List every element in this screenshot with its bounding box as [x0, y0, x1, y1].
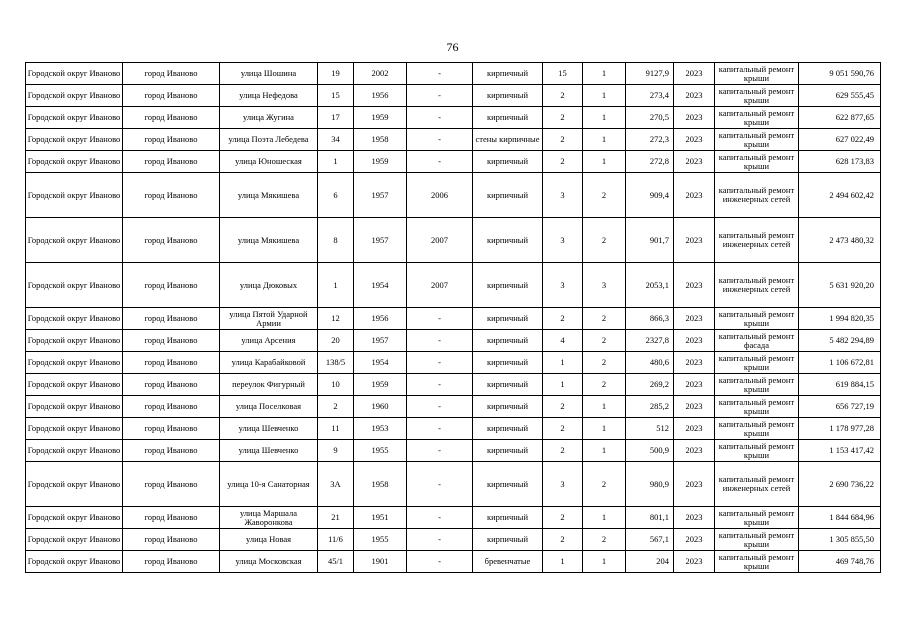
street-cell: улица Мякишева: [220, 218, 318, 263]
area-cell: 512: [626, 418, 674, 440]
street-cell: улица Поэта Лебедева: [220, 129, 318, 151]
repair-type-cell: капитальный ремонт крыши: [715, 352, 799, 374]
cost-cell: 2 473 480,32: [799, 218, 881, 263]
reconstruction-year-cell: -: [407, 151, 473, 173]
district-cell: Городской округ Иваново: [26, 352, 123, 374]
table-row: [26, 129, 881, 151]
locality-cell: город Иваново: [123, 173, 220, 218]
wall-material-cell: кирпичный: [473, 263, 543, 308]
house-number-cell: 2: [318, 396, 354, 418]
house-number-cell: 21: [318, 507, 354, 529]
house-number-cell: 12: [318, 308, 354, 330]
locality-cell: город Иваново: [123, 396, 220, 418]
entrances-cell: 2: [583, 374, 626, 396]
repair-type-cell: капитальный ремонт крыши: [715, 396, 799, 418]
table-row: [26, 151, 881, 173]
house-number-cell: 11: [318, 418, 354, 440]
year-built-cell: 1958: [354, 462, 407, 507]
entrances-cell: 2: [583, 173, 626, 218]
year-built-cell: 1960: [354, 396, 407, 418]
wall-material-cell: кирпичный: [473, 462, 543, 507]
reconstruction-year-cell: -: [407, 85, 473, 107]
area-cell: 269,2: [626, 374, 674, 396]
floors-cell: 2: [543, 507, 583, 529]
street-cell: улица Маршала Жаворонкова: [220, 507, 318, 529]
table-row: [26, 173, 881, 218]
table-row: [26, 396, 881, 418]
district-cell: Городской округ Иваново: [26, 173, 123, 218]
locality-cell: город Иваново: [123, 374, 220, 396]
street-cell: улица Жугина: [220, 107, 318, 129]
reconstruction-year-cell: -: [407, 440, 473, 462]
locality-cell: город Иваново: [123, 129, 220, 151]
floors-cell: 3: [543, 263, 583, 308]
repair-type-cell: капитальный ремонт крыши: [715, 551, 799, 573]
cost-cell: 5 482 294,89: [799, 330, 881, 352]
locality-cell: город Иваново: [123, 330, 220, 352]
locality-cell: город Иваново: [123, 440, 220, 462]
house-number-cell: 9: [318, 440, 354, 462]
repair-type-cell: капитальный ремонт крыши: [715, 440, 799, 462]
table-row: [26, 352, 881, 374]
locality-cell: город Иваново: [123, 107, 220, 129]
wall-material-cell: кирпичный: [473, 63, 543, 85]
cost-cell: 1 844 684,96: [799, 507, 881, 529]
area-cell: 901,7: [626, 218, 674, 263]
table-row: [26, 440, 881, 462]
house-number-cell: 1: [318, 151, 354, 173]
floors-cell: 2: [543, 85, 583, 107]
entrances-cell: 1: [583, 507, 626, 529]
wall-material-cell: кирпичный: [473, 107, 543, 129]
wall-material-cell: стены кирпичные: [473, 129, 543, 151]
street-cell: улица Мякишева: [220, 173, 318, 218]
floors-cell: 2: [543, 129, 583, 151]
wall-material-cell: кирпичный: [473, 396, 543, 418]
street-cell: улица Поселковая: [220, 396, 318, 418]
year-built-cell: 1957: [354, 173, 407, 218]
table-row: [26, 374, 881, 396]
repair-year-cell: 2023: [674, 308, 715, 330]
house-number-cell: 17: [318, 107, 354, 129]
entrances-cell: 2: [583, 529, 626, 551]
house-number-cell: 15: [318, 85, 354, 107]
district-cell: Городской округ Иваново: [26, 551, 123, 573]
district-cell: Городской округ Иваново: [26, 462, 123, 507]
floors-cell: 2: [543, 440, 583, 462]
wall-material-cell: кирпичный: [473, 352, 543, 374]
repair-type-cell: капитальный ремонт крыши: [715, 129, 799, 151]
repair-type-cell: капитальный ремонт крыши: [715, 507, 799, 529]
repair-type-cell: капитальный ремонт крыши: [715, 529, 799, 551]
floors-cell: 1: [543, 551, 583, 573]
area-cell: 285,2: [626, 396, 674, 418]
floors-cell: 2: [543, 308, 583, 330]
cost-cell: 1 305 855,50: [799, 529, 881, 551]
repair-year-cell: 2023: [674, 263, 715, 308]
house-number-cell: 20: [318, 330, 354, 352]
year-built-cell: 1957: [354, 330, 407, 352]
floors-cell: 1: [543, 374, 583, 396]
table-row: [26, 551, 881, 573]
district-cell: Городской округ Иваново: [26, 129, 123, 151]
reconstruction-year-cell: -: [407, 418, 473, 440]
cost-cell: 9 051 590,76: [799, 63, 881, 85]
wall-material-cell: кирпичный: [473, 418, 543, 440]
table-row: [26, 63, 881, 85]
table-row: [26, 85, 881, 107]
area-cell: 273,4: [626, 85, 674, 107]
cost-cell: 5 631 920,20: [799, 263, 881, 308]
year-built-cell: 1951: [354, 507, 407, 529]
area-cell: 480,6: [626, 352, 674, 374]
cost-cell: 1 178 977,28: [799, 418, 881, 440]
repair-year-cell: 2023: [674, 129, 715, 151]
repair-year-cell: 2023: [674, 507, 715, 529]
area-cell: 270,5: [626, 107, 674, 129]
area-cell: 272,3: [626, 129, 674, 151]
repair-type-cell: капитальный ремонт крыши: [715, 85, 799, 107]
area-cell: 9127,9: [626, 63, 674, 85]
page-number: 76: [446, 40, 459, 54]
locality-cell: город Иваново: [123, 151, 220, 173]
entrances-cell: 1: [583, 151, 626, 173]
year-built-cell: 1901: [354, 551, 407, 573]
locality-cell: город Иваново: [123, 551, 220, 573]
repair-type-cell: капитальный ремонт инженерных сетей: [715, 263, 799, 308]
area-cell: 866,3: [626, 308, 674, 330]
floors-cell: 3: [543, 218, 583, 263]
area-cell: 204: [626, 551, 674, 573]
area-cell: 980,9: [626, 462, 674, 507]
year-built-cell: 1956: [354, 85, 407, 107]
repair-year-cell: 2023: [674, 551, 715, 573]
house-number-cell: 1: [318, 263, 354, 308]
street-cell: улица Шевченко: [220, 440, 318, 462]
house-number-cell: 6: [318, 173, 354, 218]
entrances-cell: 2: [583, 330, 626, 352]
house-number-cell: 19: [318, 63, 354, 85]
house-number-cell: 8: [318, 218, 354, 263]
locality-cell: город Иваново: [123, 85, 220, 107]
year-built-cell: 1959: [354, 374, 407, 396]
street-cell: улица Карабайковой: [220, 352, 318, 374]
table-row: [26, 507, 881, 529]
reconstruction-year-cell: 2006: [407, 173, 473, 218]
area-cell: 2327,8: [626, 330, 674, 352]
house-number-cell: 34: [318, 129, 354, 151]
wall-material-cell: кирпичный: [473, 507, 543, 529]
wall-material-cell: кирпичный: [473, 85, 543, 107]
reconstruction-year-cell: -: [407, 374, 473, 396]
repair-type-cell: капитальный ремонт инженерных сетей: [715, 462, 799, 507]
street-cell: улица Пятой Ударной Армии: [220, 308, 318, 330]
district-cell: Городской округ Иваново: [26, 107, 123, 129]
entrances-cell: 1: [583, 551, 626, 573]
area-cell: 567,1: [626, 529, 674, 551]
district-cell: Городской округ Иваново: [26, 418, 123, 440]
locality-cell: город Иваново: [123, 263, 220, 308]
entrances-cell: 1: [583, 85, 626, 107]
wall-material-cell: кирпичный: [473, 440, 543, 462]
table-row: [26, 418, 881, 440]
table-row: [26, 218, 881, 263]
street-cell: улица Арсения: [220, 330, 318, 352]
floors-cell: 1: [543, 352, 583, 374]
district-cell: Городской округ Иваново: [26, 374, 123, 396]
floors-cell: 2: [543, 418, 583, 440]
locality-cell: город Иваново: [123, 418, 220, 440]
table-row: [26, 263, 881, 308]
wall-material-cell: кирпичный: [473, 151, 543, 173]
repair-year-cell: 2023: [674, 352, 715, 374]
district-cell: Городской округ Иваново: [26, 85, 123, 107]
area-cell: 2053,1: [626, 263, 674, 308]
repair-year-cell: 2023: [674, 107, 715, 129]
repair-type-cell: капитальный ремонт инженерных сетей: [715, 173, 799, 218]
wall-material-cell: кирпичный: [473, 529, 543, 551]
year-built-cell: 1954: [354, 352, 407, 374]
house-number-cell: 3А: [318, 462, 354, 507]
repair-year-cell: 2023: [674, 151, 715, 173]
year-built-cell: 1954: [354, 263, 407, 308]
district-cell: Городской округ Иваново: [26, 263, 123, 308]
floors-cell: 2: [543, 107, 583, 129]
cost-cell: 2 494 602,42: [799, 173, 881, 218]
reconstruction-year-cell: -: [407, 107, 473, 129]
cost-cell: 627 022,49: [799, 129, 881, 151]
house-number-cell: 138/5: [318, 352, 354, 374]
repair-type-cell: капитальный ремонт инженерных сетей: [715, 218, 799, 263]
reconstruction-year-cell: -: [407, 462, 473, 507]
cost-cell: 629 555,45: [799, 85, 881, 107]
district-cell: Городской округ Иваново: [26, 308, 123, 330]
district-cell: Городской округ Иваново: [26, 507, 123, 529]
repair-type-cell: капитальный ремонт крыши: [715, 418, 799, 440]
repair-year-cell: 2023: [674, 374, 715, 396]
entrances-cell: 3: [583, 263, 626, 308]
year-built-cell: 1955: [354, 529, 407, 551]
wall-material-cell: кирпичный: [473, 173, 543, 218]
repair-year-cell: 2023: [674, 529, 715, 551]
floors-cell: 3: [543, 173, 583, 218]
year-built-cell: 1959: [354, 151, 407, 173]
repair-type-cell: капитальный ремонт крыши: [715, 374, 799, 396]
entrances-cell: 1: [583, 440, 626, 462]
repair-year-cell: 2023: [674, 173, 715, 218]
repair-type-cell: капитальный ремонт фасада: [715, 330, 799, 352]
wall-material-cell: кирпичный: [473, 308, 543, 330]
entrances-cell: 1: [583, 107, 626, 129]
floors-cell: 2: [543, 529, 583, 551]
table-row: [26, 308, 881, 330]
locality-cell: город Иваново: [123, 462, 220, 507]
repair-year-cell: 2023: [674, 63, 715, 85]
entrances-cell: 2: [583, 308, 626, 330]
repair-type-cell: капитальный ремонт крыши: [715, 308, 799, 330]
street-cell: улица Шошина: [220, 63, 318, 85]
street-cell: улица Юношеская: [220, 151, 318, 173]
district-cell: Городской округ Иваново: [26, 396, 123, 418]
repair-year-cell: 2023: [674, 330, 715, 352]
repair-year-cell: 2023: [674, 218, 715, 263]
locality-cell: город Иваново: [123, 63, 220, 85]
area-cell: 500,9: [626, 440, 674, 462]
locality-cell: город Иваново: [123, 352, 220, 374]
floors-cell: 2: [543, 151, 583, 173]
entrances-cell: 2: [583, 352, 626, 374]
floors-cell: 2: [543, 396, 583, 418]
entrances-cell: 2: [583, 462, 626, 507]
street-cell: переулок Фигурный: [220, 374, 318, 396]
wall-material-cell: кирпичный: [473, 218, 543, 263]
street-cell: улица Дюковых: [220, 263, 318, 308]
reconstruction-year-cell: -: [407, 529, 473, 551]
district-cell: Городской округ Иваново: [26, 63, 123, 85]
housing-repair-table: [25, 62, 881, 573]
table-row: [26, 330, 881, 352]
year-built-cell: 1957: [354, 218, 407, 263]
locality-cell: город Иваново: [123, 308, 220, 330]
year-built-cell: 2002: [354, 63, 407, 85]
cost-cell: 622 877,65: [799, 107, 881, 129]
cost-cell: 628 173,83: [799, 151, 881, 173]
year-built-cell: 1959: [354, 107, 407, 129]
reconstruction-year-cell: -: [407, 352, 473, 374]
cost-cell: 1 994 820,35: [799, 308, 881, 330]
area-cell: 272,8: [626, 151, 674, 173]
reconstruction-year-cell: -: [407, 63, 473, 85]
table-row: [26, 529, 881, 551]
floors-cell: 3: [543, 462, 583, 507]
wall-material-cell: кирпичный: [473, 374, 543, 396]
reconstruction-year-cell: -: [407, 551, 473, 573]
reconstruction-year-cell: 2007: [407, 218, 473, 263]
district-cell: Городской округ Иваново: [26, 440, 123, 462]
cost-cell: 1 153 417,42: [799, 440, 881, 462]
repair-year-cell: 2023: [674, 85, 715, 107]
repair-year-cell: 2023: [674, 418, 715, 440]
repair-year-cell: 2023: [674, 396, 715, 418]
area-cell: 909,4: [626, 173, 674, 218]
entrances-cell: 1: [583, 63, 626, 85]
reconstruction-year-cell: -: [407, 507, 473, 529]
reconstruction-year-cell: -: [407, 330, 473, 352]
repair-type-cell: капитальный ремонт крыши: [715, 107, 799, 129]
cost-cell: 619 884,15: [799, 374, 881, 396]
cost-cell: 469 748,76: [799, 551, 881, 573]
entrances-cell: 1: [583, 129, 626, 151]
street-cell: улица 10-я Санаторная: [220, 462, 318, 507]
reconstruction-year-cell: -: [407, 129, 473, 151]
table-row: [26, 107, 881, 129]
house-number-cell: 10: [318, 374, 354, 396]
area-cell: 801,1: [626, 507, 674, 529]
locality-cell: город Иваново: [123, 218, 220, 263]
street-cell: улица Московская: [220, 551, 318, 573]
district-cell: Городской округ Иваново: [26, 529, 123, 551]
district-cell: Городской округ Иваново: [26, 218, 123, 263]
house-number-cell: 45/1: [318, 551, 354, 573]
entrances-cell: 2: [583, 218, 626, 263]
repair-year-cell: 2023: [674, 462, 715, 507]
district-cell: Городской округ Иваново: [26, 330, 123, 352]
entrances-cell: 1: [583, 418, 626, 440]
reconstruction-year-cell: -: [407, 308, 473, 330]
district-cell: Городской округ Иваново: [26, 151, 123, 173]
cost-cell: 1 106 672,81: [799, 352, 881, 374]
house-number-cell: 11/6: [318, 529, 354, 551]
entrances-cell: 1: [583, 396, 626, 418]
repair-year-cell: 2023: [674, 440, 715, 462]
floors-cell: 15: [543, 63, 583, 85]
year-built-cell: 1958: [354, 129, 407, 151]
year-built-cell: 1955: [354, 440, 407, 462]
street-cell: улица Новая: [220, 529, 318, 551]
cost-cell: 656 727,19: [799, 396, 881, 418]
year-built-cell: 1953: [354, 418, 407, 440]
reconstruction-year-cell: 2007: [407, 263, 473, 308]
locality-cell: город Иваново: [123, 507, 220, 529]
table-row: [26, 462, 881, 507]
street-cell: улица Нефедова: [220, 85, 318, 107]
floors-cell: 4: [543, 330, 583, 352]
year-built-cell: 1956: [354, 308, 407, 330]
cost-cell: 2 690 736,22: [799, 462, 881, 507]
street-cell: улица Шевченко: [220, 418, 318, 440]
repair-type-cell: капитальный ремонт крыши: [715, 151, 799, 173]
wall-material-cell: кирпичный: [473, 330, 543, 352]
repair-type-cell: капитальный ремонт крыши: [715, 63, 799, 85]
wall-material-cell: бревенчатые: [473, 551, 543, 573]
locality-cell: город Иваново: [123, 529, 220, 551]
reconstruction-year-cell: -: [407, 396, 473, 418]
